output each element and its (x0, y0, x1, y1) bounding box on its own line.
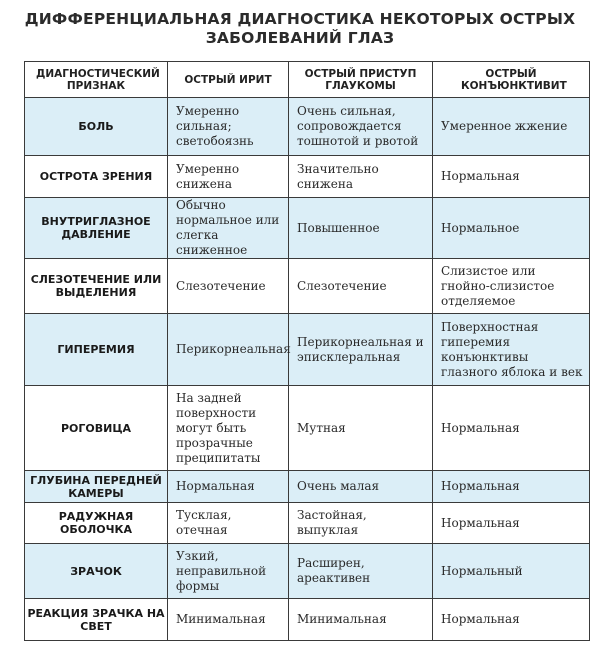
diagnosis-table (24, 61, 590, 641)
cell-glaucoma: Застойная, выпуклая (289, 503, 433, 544)
table-row (25, 471, 590, 503)
row-feature: БОЛЬ (25, 98, 168, 156)
cell-conjunctivitis: Нормальная (433, 471, 590, 503)
table-row (25, 544, 590, 599)
cell-iritis: Перикорнеальная (168, 314, 289, 386)
row-feature: РЕАКЦИЯ ЗРАЧКА НА СВЕТ (25, 599, 168, 641)
table-row (25, 156, 590, 198)
cell-iritis: Узкий, неправильной формы (168, 544, 289, 599)
row-feature: ГЛУБИНА ПЕРЕДНЕЙ КАМЕРЫ (25, 471, 168, 503)
table-row (25, 98, 590, 156)
cell-glaucoma: Расширен, ареактивен (289, 544, 433, 599)
cell-glaucoma: Повышенное (289, 198, 433, 259)
cell-conjunctivitis: Нормальный (433, 544, 590, 599)
cell-iritis: Умеренно сильная; светобоязнь (168, 98, 289, 156)
row-feature: РАДУЖНАЯ ОБОЛОЧКА (25, 503, 168, 544)
cell-iritis: Слезотечение (168, 259, 289, 314)
cell-iritis: Тусклая, отечная (168, 503, 289, 544)
cell-iritis: Умеренно снижена (168, 156, 289, 198)
cell-glaucoma: Мутная (289, 386, 433, 471)
table-row (25, 386, 590, 471)
title-line-2: ЗАБОЛЕВАНИЙ ГЛАЗ (205, 29, 395, 47)
cell-conjunctivitis: Нормальное (433, 198, 590, 259)
cell-glaucoma: Значительно снижена (289, 156, 433, 198)
cell-conjunctivitis: Нормальная (433, 156, 590, 198)
cell-iritis: Минимальная (168, 599, 289, 641)
row-feature: СЛЕЗОТЕЧЕНИЕ ИЛИ ВЫДЕЛЕНИЯ (25, 259, 168, 314)
row-feature: РОГОВИЦА (25, 386, 168, 471)
cell-conjunctivitis: Нормальная (433, 386, 590, 471)
header-row (25, 62, 590, 98)
header-conjunctivitis: ОСТРЫЙ КОНЪЮНКТИВИТ (433, 62, 590, 98)
header-glaucoma: ОСТРЫЙ ПРИСТУП ГЛАУКОМЫ (289, 62, 433, 98)
cell-conjunctivitis: Поверхностная гиперемия конъюнктивы глазного яблока и век (433, 314, 590, 386)
cell-glaucoma: Очень малая (289, 471, 433, 503)
table-row (25, 314, 590, 386)
cell-conjunctivitis: Слизистое или гнойно-слизистое отделяемое (433, 259, 590, 314)
page-title (0, 10, 600, 48)
row-feature: ОСТРОТА ЗРЕНИЯ (25, 156, 168, 198)
row-feature: ВНУТРИГЛАЗНОЕ ДАВЛЕНИЕ (25, 198, 168, 259)
cell-glaucoma: Перикорнеальная и эписклеральная (289, 314, 433, 386)
cell-iritis: На задней поверхности могут быть прозрачные преципитаты (168, 386, 289, 471)
cell-glaucoma: Слезотечение (289, 259, 433, 314)
table-row (25, 503, 590, 544)
row-feature: ГИПЕРЕМИЯ (25, 314, 168, 386)
cell-glaucoma: Очень сильная, сопровождается тошнотой и рвотой (289, 98, 433, 156)
title-line-1: ДИФФЕРЕНЦИАЛЬНАЯ ДИАГНОСТИКА НЕКОТОРЫХ ОСТРЫХ (24, 10, 576, 28)
cell-conjunctivitis: Умеренное жжение (433, 98, 590, 156)
cell-iritis: Обычно нормальное или слегка сниженное (168, 198, 289, 259)
header-feature: ДИАГНОСТИЧЕСКИЙ ПРИЗНАК (25, 62, 168, 98)
header-iritis: ОСТРЫЙ ИРИТ (168, 62, 289, 98)
table-row (25, 198, 590, 259)
table-row (25, 599, 590, 641)
table-row (25, 259, 590, 314)
cell-conjunctivitis: Нормальная (433, 599, 590, 641)
cell-iritis: Нормальная (168, 471, 289, 503)
row-feature: ЗРАЧОК (25, 544, 168, 599)
cell-conjunctivitis: Нормальная (433, 503, 590, 544)
cell-glaucoma: Минимальная (289, 599, 433, 641)
